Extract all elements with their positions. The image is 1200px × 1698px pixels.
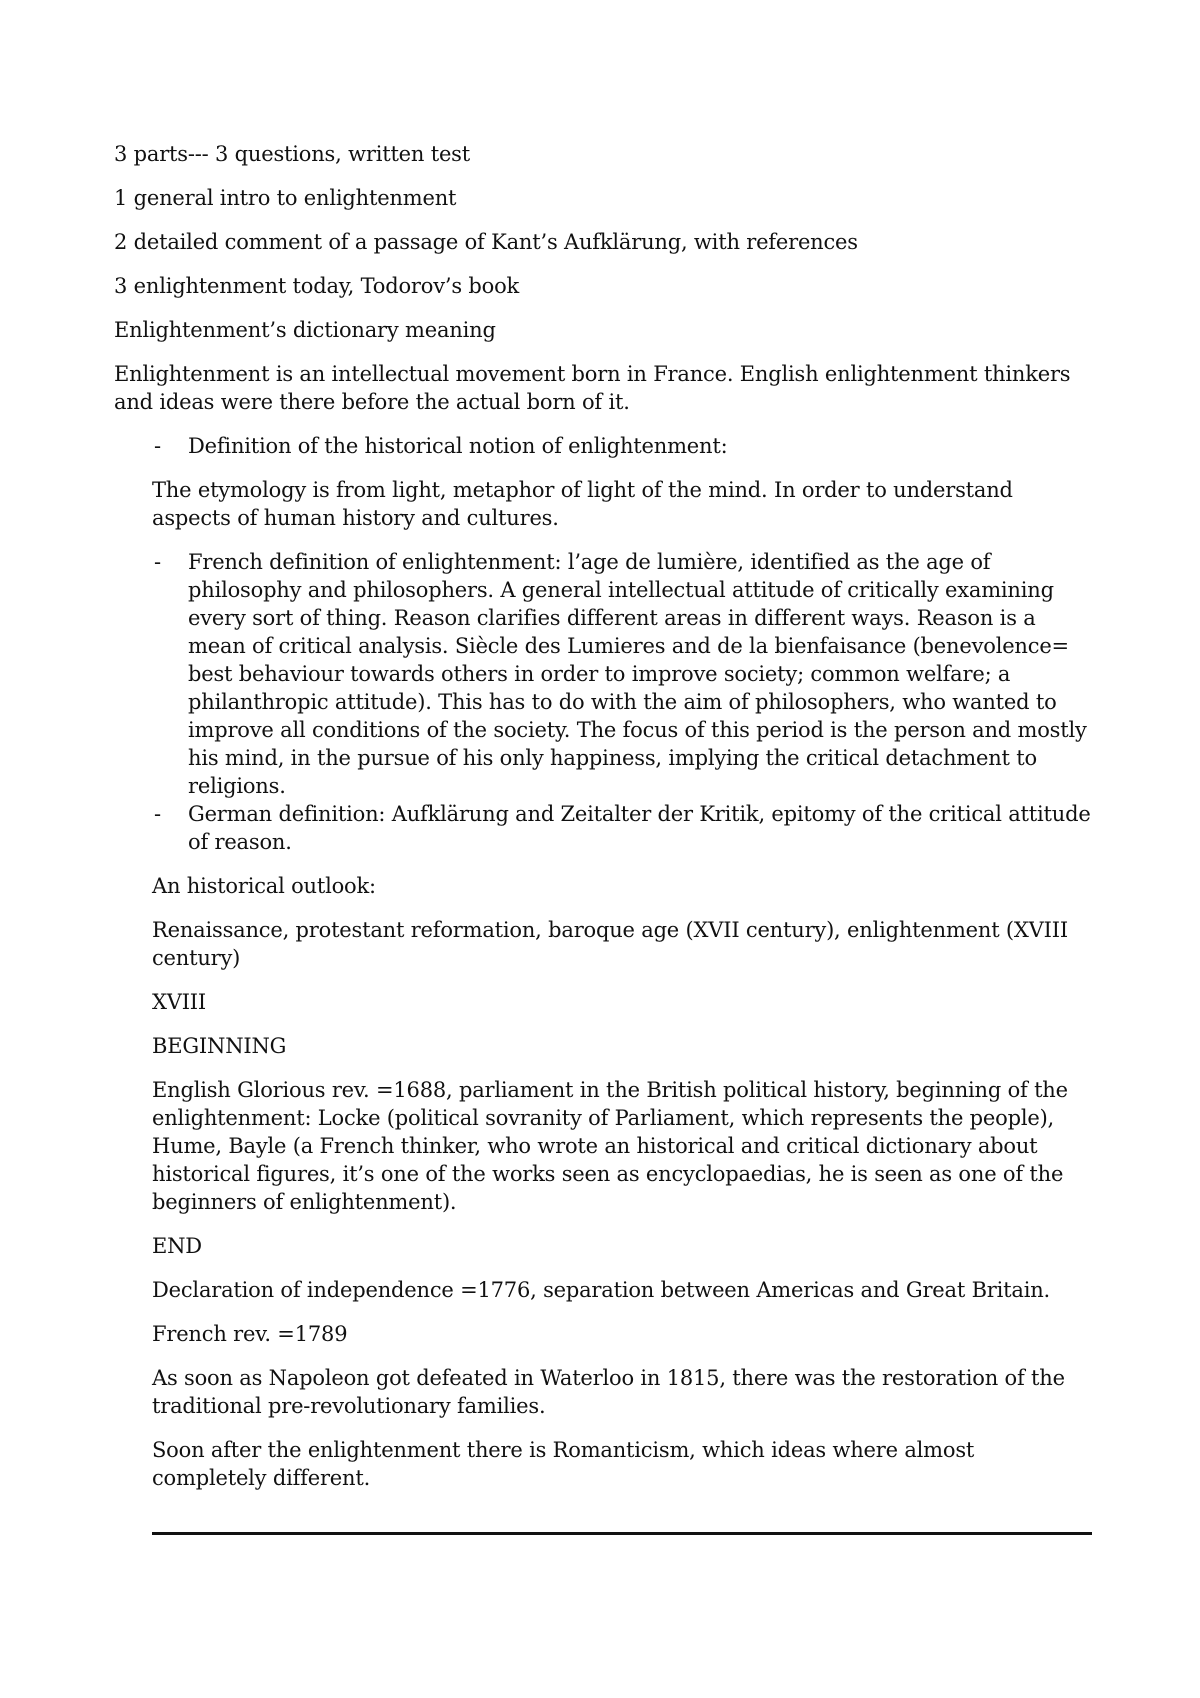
label-xviii: XVIII <box>152 990 207 1014</box>
dash-bullet: - <box>154 434 161 458</box>
dash-bullet: - <box>154 802 161 826</box>
line-dictionary-meaning: Enlightenment’s dictionary meaning <box>114 318 496 342</box>
bullet-item-french <box>114 548 1094 800</box>
line-part-3: 3 enlightenment today, Todorov’s book <box>114 274 520 298</box>
paragraph-english-revolution: English Glorious rev. =1688, parliament in the British political history, beginning of the enlightenment: Locke (political sovranity of Parliament, which represents the people), Hume, Bayle (a French thinker, who wrote an historical and critical dictionary about historical figures, it’s one of the works seen as encyclopaedias, he is seen as one of the beginners of enlightenment). <box>152 1078 1068 1214</box>
paragraph-intro: Enlightenment is an intellectual movement born in France. English enlightenment thinkers and ideas were there before the actual born of it. <box>114 362 1071 414</box>
paragraph-french-revolution: French rev. =1789 <box>152 1322 348 1346</box>
heading-historical-outlook: An historical outlook: <box>152 874 376 898</box>
paragraph-declaration: Declaration of independence =1776, separation between Americas and Great Britain. <box>152 1278 1051 1302</box>
line-part-2: 2 detailed comment of a passage of Kant’s Aufklärung, with references <box>114 230 858 254</box>
label-end: END <box>152 1234 202 1258</box>
paragraph-etymology: The etymology is from light, metaphor of light of the mind. In order to understand aspects of human history and cultures. <box>152 478 1013 530</box>
line-exam-parts: 3 parts--- 3 questions, written test <box>114 142 470 166</box>
bullet-item-german <box>114 800 1094 856</box>
paragraph-romanticism: Soon after the enlightenment there is Romanticism, which ideas where almost completely different. <box>152 1438 975 1490</box>
label-beginning: BEGINNING <box>152 1034 287 1058</box>
line-part-1: 1 general intro to enlightenment <box>114 186 457 210</box>
bullet-list-definitions <box>114 548 1094 856</box>
bullet-text-german: German definition: Aufklärung and Zeitalter der Kritik, epitomy of the critical attitude of reason. <box>188 802 1091 854</box>
dash-bullet: - <box>154 550 161 574</box>
bullet-item-definition <box>114 432 1094 460</box>
paragraph-napoleon: As soon as Napoleon got defeated in Waterloo in 1815, there was the restoration of the traditional pre-revolutionary families. <box>152 1366 1065 1418</box>
bullet-text-definition: Definition of the historical notion of enlightenment: <box>188 434 728 458</box>
bullet-list-definition <box>114 432 1094 460</box>
document-body <box>114 140 1094 1508</box>
bullet-text-french: French definition of enlightenment: l’age de lumière, identified as the age of philosophy and philosophers. A general intellectual attitude of critically examining every sort of thing. Reason clarifies different areas in different ways. Reason is a mean of critical analysis. Siècle des Lumieres and de la bienfaisance (benevolence= best behaviour towards others in order to improve society; common welfare; a philanthropic attitude). This has to do with the aim of philosophers, who wanted to improve all conditions of the society. The focus of this period is the person and mostly his mind, in the pursue of his only happiness, implying the critical detachment to religions. <box>188 550 1087 798</box>
horizontal-rule <box>152 1532 1092 1535</box>
paragraph-periods: Renaissance, protestant reformation, baroque age (XVII century), enlightenment (XVIII century) <box>152 918 1068 970</box>
